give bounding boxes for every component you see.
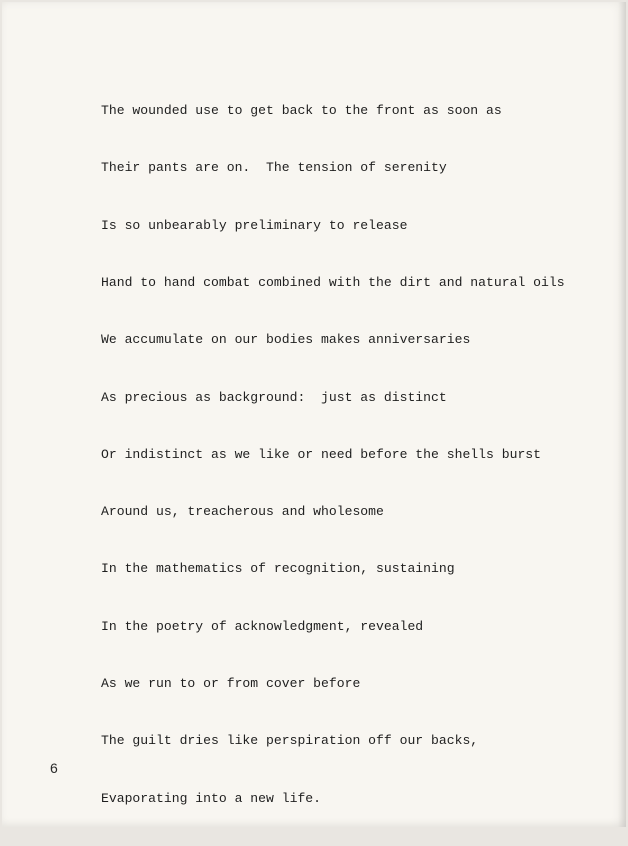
poem-line: As we run to or from cover before [101,676,361,691]
poem-line: The wounded use to get back to the front as soon as [101,103,502,119]
page-edge-shadow [618,2,626,827]
poem-line: Hand to hand combat combined with the dirt and natural oils [101,275,565,291]
poem-line: The guilt dries like perspiration off our backs, [101,733,479,749]
poem-text [101,63,565,846]
poem-line: As precious as background: just as distinct [101,389,447,405]
poem-line: Is so unbearably preliminary to release [101,217,408,233]
poem-line: Around us, treacherous and wholesome [101,504,384,520]
poem-line: Evaporating into a new life. [101,790,322,806]
poem-line: Or indistinct as we like or need before the shells burst [101,446,542,462]
poem-line: We accumulate on our bodies makes anniversaries [101,332,471,348]
poem-line: In the mathematics of recognition, sustaining [101,561,455,577]
document-page [2,2,626,827]
poem-line: In the poetry of acknowledgment, revealed [101,618,424,634]
poem-line: Their pants are on. The tension of serenity [101,160,447,176]
page-number: 6 [50,760,58,776]
